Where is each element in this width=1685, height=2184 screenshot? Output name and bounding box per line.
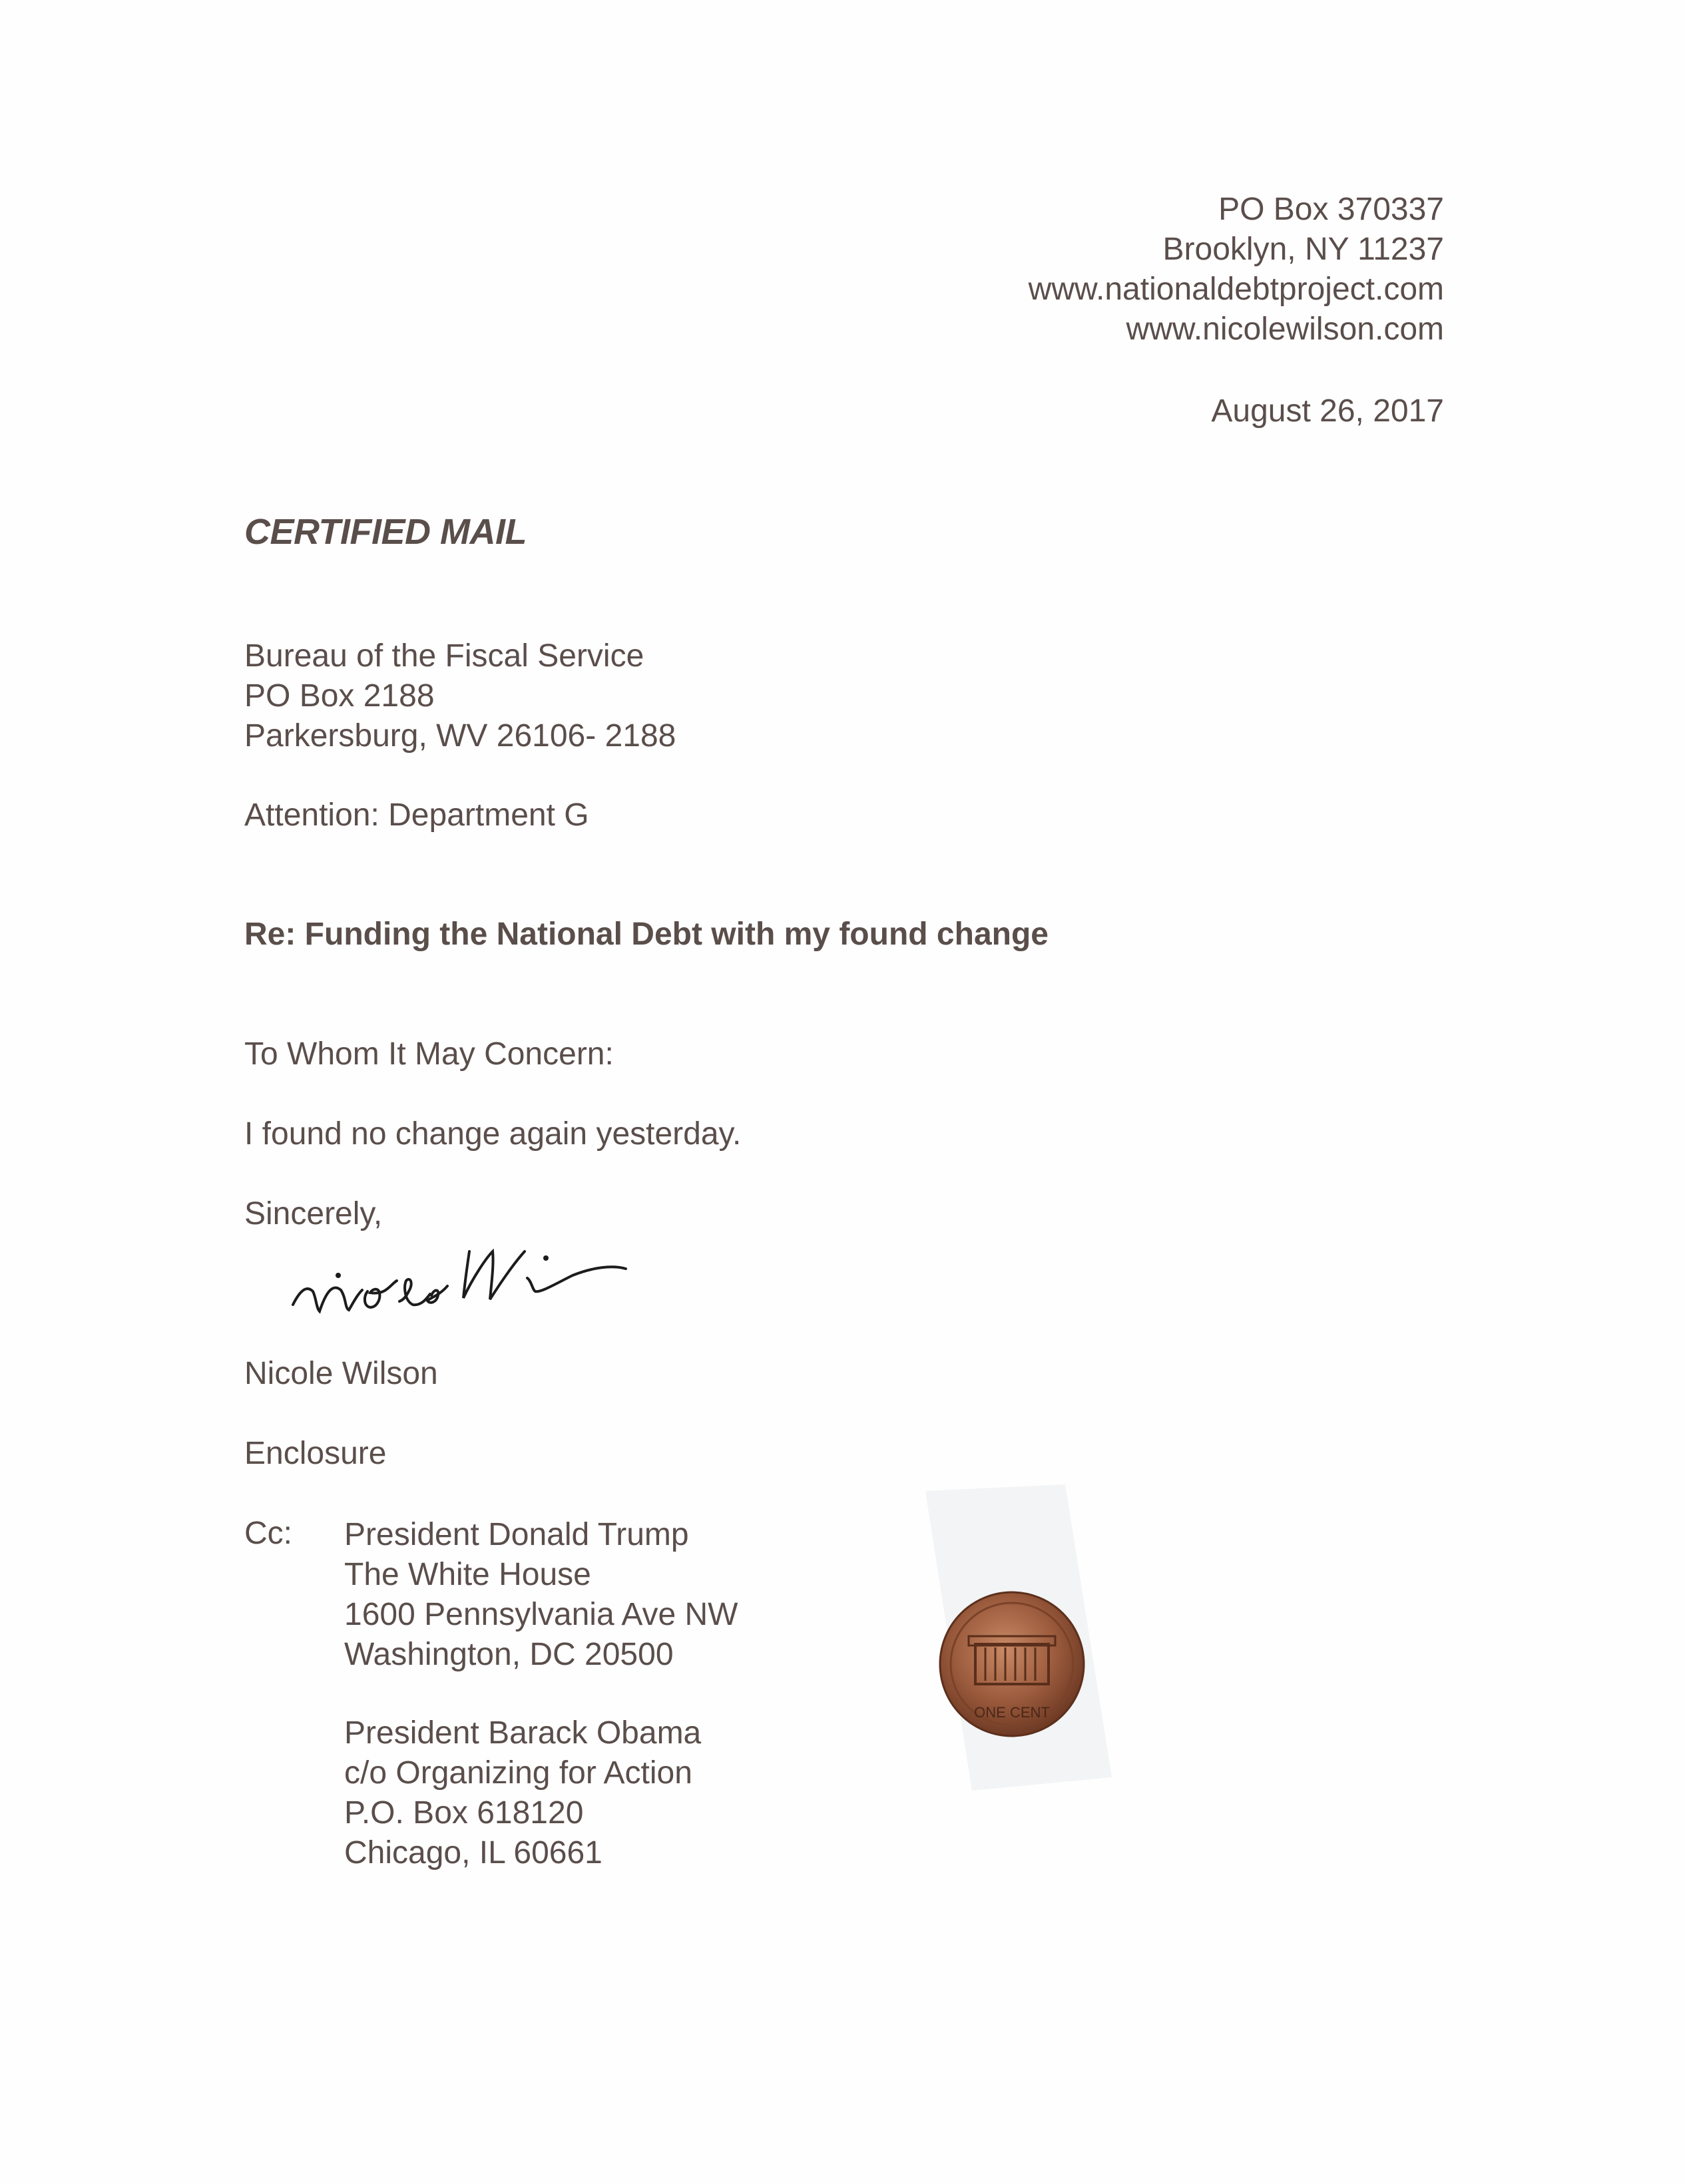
- signer-name: Nicole Wilson: [244, 1356, 438, 1391]
- cc-recipient-line: P.O. Box 618120: [344, 1795, 584, 1831]
- sender-website: www.nationaldebtproject.com: [1028, 272, 1444, 307]
- cc-recipient-line: President Barack Obama: [344, 1715, 702, 1751]
- attention-line: Attention: Department G: [244, 797, 589, 833]
- cc-recipient-line: c/o Organizing for Action: [344, 1755, 692, 1791]
- recipient-line: Bureau of the Fiscal Service: [244, 638, 644, 674]
- coin-text: ONE CENT: [974, 1704, 1050, 1721]
- closing: Sincerely,: [244, 1196, 383, 1231]
- recipient-line: PO Box 2188: [244, 678, 435, 714]
- penny-coin-icon: [899, 1484, 1118, 1791]
- recipient-address: [244, 636, 676, 756]
- cc-recipient-line: Washington, DC 20500: [344, 1637, 674, 1672]
- cc-label: Cc:: [244, 1516, 292, 1551]
- sender-address-line: Brooklyn, NY 11237: [1162, 232, 1444, 267]
- enclosure-label: Enclosure: [244, 1436, 387, 1471]
- letter-date: August 26, 2017: [1211, 393, 1444, 429]
- recipient-line: Parkersburg, WV 26106- 2188: [244, 718, 676, 754]
- cc-recipient-line: President Donald Trump: [344, 1517, 689, 1552]
- cc-recipient: [344, 1713, 701, 1873]
- handwritten-signature-icon: [280, 1211, 679, 1331]
- salutation: To Whom It May Concern:: [244, 1036, 614, 1072]
- letter-body: I found no change again yesterday.: [244, 1116, 742, 1152]
- cc-recipient-line: Chicago, IL 60661: [344, 1835, 602, 1870]
- sender-website: www.nicolewilson.com: [1126, 312, 1444, 347]
- sender-address: [845, 190, 1444, 349]
- subject-line: Re: Funding the National Debt with my found change: [244, 917, 1049, 952]
- cc-recipient: [344, 1515, 738, 1675]
- cc-recipient-line: The White House: [344, 1557, 591, 1592]
- sender-address-line: PO Box 370337: [1218, 192, 1444, 227]
- certified-mail-label: CERTIFIED MAIL: [244, 512, 527, 552]
- cc-recipient-line: 1600 Pennsylvania Ave NW: [344, 1597, 738, 1632]
